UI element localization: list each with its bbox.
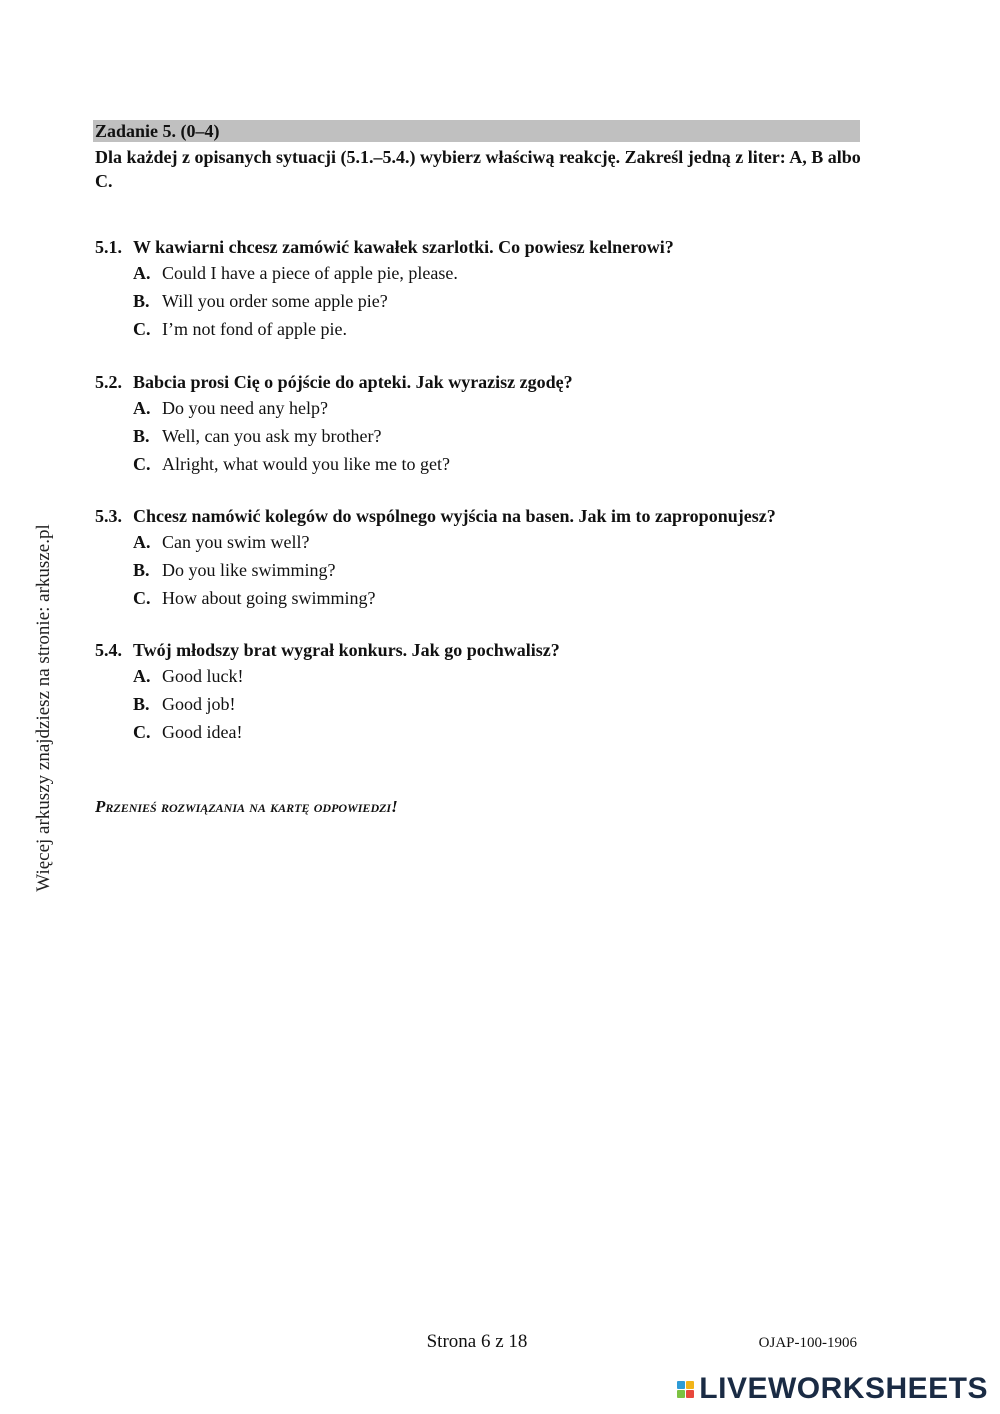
option-b[interactable] bbox=[95, 287, 895, 315]
logo-square-blue bbox=[677, 1381, 685, 1389]
option-b[interactable] bbox=[95, 556, 895, 584]
question-prompt bbox=[95, 235, 895, 259]
option-b[interactable] bbox=[95, 690, 895, 718]
option-c[interactable] bbox=[95, 450, 895, 478]
page-number: Strona 6 z 18 bbox=[426, 1331, 528, 1352]
option-letter: C. bbox=[133, 454, 151, 474]
question-text: Babcia prosi Cię o pójście do apteki. Jak wyrazisz zgodę? bbox=[133, 372, 573, 392]
option-a[interactable] bbox=[95, 528, 895, 556]
option-text: Good idea! bbox=[162, 722, 243, 742]
option-a[interactable] bbox=[95, 662, 895, 690]
option-text: Will you order some apple pie? bbox=[162, 291, 388, 311]
question-5-4 bbox=[95, 638, 895, 746]
question-number: 5.1. bbox=[95, 237, 122, 257]
option-letter: A. bbox=[133, 398, 151, 418]
option-text: How about going swimming? bbox=[162, 588, 376, 608]
option-c[interactable] bbox=[95, 315, 895, 343]
question-prompt bbox=[95, 504, 895, 528]
option-text: Could I have a piece of apple pie, please. bbox=[162, 263, 458, 283]
option-text: Alright, what would you like me to get? bbox=[162, 454, 450, 474]
option-text: Well, can you ask my brother? bbox=[162, 426, 382, 446]
liveworksheets-brand[interactable] bbox=[677, 1374, 988, 1404]
question-text: Chcesz namówić kolegów do wspólnego wyjścia na basen. Jak im to zaproponujesz? bbox=[133, 506, 776, 526]
option-letter: C. bbox=[133, 588, 151, 608]
question-prompt bbox=[95, 370, 895, 394]
question-5-3 bbox=[95, 504, 895, 612]
logo-square-green bbox=[677, 1390, 685, 1398]
option-a[interactable] bbox=[95, 394, 895, 422]
option-letter: C. bbox=[133, 319, 151, 339]
option-c[interactable] bbox=[95, 718, 895, 746]
option-letter: A. bbox=[133, 263, 151, 283]
logo-square-yellow bbox=[686, 1381, 694, 1389]
task-instructions: Dla każdej z opisanych sytuacji (5.1.–5.4.) wybierz właściwą reakcję. Zakreśl jedną z liter: A, B albo C. bbox=[95, 147, 861, 191]
option-letter: B. bbox=[133, 694, 150, 714]
option-letter: A. bbox=[133, 532, 151, 552]
question-prompt bbox=[95, 638, 895, 662]
document-code: OJAP-100-1906 bbox=[758, 1335, 857, 1351]
option-text: Good luck! bbox=[162, 666, 244, 686]
option-text: Do you like swimming? bbox=[162, 560, 336, 580]
liveworksheets-logo-icon bbox=[677, 1381, 694, 1398]
question-text: Twój młodszy brat wygrał konkurs. Jak go pochwalisz? bbox=[133, 640, 560, 660]
option-letter: B. bbox=[133, 291, 150, 311]
question-number: 5.2. bbox=[95, 372, 122, 392]
brand-name: LIVEWORKSHEETS bbox=[699, 1372, 988, 1405]
question-5-1 bbox=[95, 235, 895, 343]
logo-square-red bbox=[686, 1390, 694, 1398]
question-5-2 bbox=[95, 370, 895, 478]
option-letter: C. bbox=[133, 722, 151, 742]
option-c[interactable] bbox=[95, 584, 895, 612]
question-number: 5.3. bbox=[95, 506, 122, 526]
question-number: 5.4. bbox=[95, 640, 122, 660]
question-text: W kawiarni chcesz zamówić kawałek szarlotki. Co powiesz kelnerowi? bbox=[133, 237, 674, 257]
option-letter: A. bbox=[133, 666, 151, 686]
option-b[interactable] bbox=[95, 422, 895, 450]
task-title: Zadanie 5. (0–4) bbox=[93, 120, 860, 142]
option-text: Can you swim well? bbox=[162, 532, 310, 552]
option-a[interactable] bbox=[95, 259, 895, 287]
option-letter: B. bbox=[133, 426, 150, 446]
option-text: Do you need any help? bbox=[162, 398, 328, 418]
transfer-answers-note: Przenieś rozwiązania na kartę odpowiedzi! bbox=[95, 797, 398, 816]
side-watermark-note: Więcej arkuszy znajdziesz na stronie: arkusze.pl bbox=[33, 524, 54, 892]
option-text: I’m not fond of apple pie. bbox=[162, 319, 347, 339]
option-text: Good job! bbox=[162, 694, 236, 714]
option-letter: B. bbox=[133, 560, 150, 580]
